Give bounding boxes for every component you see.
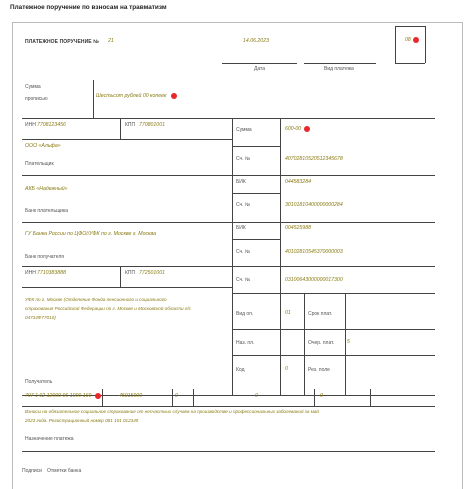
date-label: Дата xyxy=(254,66,266,72)
amount-words: Шестьсот рублей 00 копеек xyxy=(96,93,167,99)
op-type: 01 xyxy=(285,310,291,316)
payer-name: ООО «Альфа» xyxy=(25,143,61,149)
form-date: 14.06.2023 xyxy=(243,38,269,44)
recipient-bank-bik-label: БИК xyxy=(236,225,246,231)
recipient-kpp: 772501001 xyxy=(139,270,165,276)
bank-marks-label: Отметки банка xyxy=(47,468,82,474)
recipient-name-line3: 04734Ф77010) xyxy=(25,315,56,320)
recipient-name-line1: УФК по г. Москве (Отделение Фонда пенсионного и социального xyxy=(25,297,167,302)
budget-field-3: 0 xyxy=(175,393,178,399)
payer-account: 40702810520512345678 xyxy=(285,156,343,162)
payer-bank-account: 30101810400000000284 xyxy=(285,202,343,208)
form-code: 08 xyxy=(405,37,411,43)
marker-dot xyxy=(171,93,177,99)
oktmo: 45915000 xyxy=(119,393,143,399)
recipient-bank-label: Банк получателя xyxy=(25,254,64,260)
payer-kpp: 770801001 xyxy=(139,122,165,128)
payer-account-label: Сч. № xyxy=(236,156,251,162)
recipient-bank-account-label: Сч. № xyxy=(236,249,251,255)
op-type-label: Вид оп. xyxy=(236,311,254,317)
recipient-kpp-label: КПП xyxy=(125,270,136,276)
recipient-inn: 7710383888 xyxy=(37,270,66,276)
signatures-label: Подписи xyxy=(22,468,42,474)
payer-bank-account-label: Сч. № xyxy=(236,202,251,208)
amount-words-label-2: прописью xyxy=(25,96,48,102)
recipient-bank-bik: 004525988 xyxy=(285,225,311,231)
recipient-account-label: Сч. № xyxy=(236,277,251,283)
payment-type-label: Вид платежа xyxy=(324,66,354,72)
purpose-line2: 2023 года. Регистрационный номер 081 101 012345 xyxy=(25,418,139,423)
payer-inn-label: ИНН xyxy=(25,122,36,128)
code-label: Код xyxy=(236,367,245,373)
payer-bank-label: Банк плательщика xyxy=(25,208,69,214)
form-number: 21 xyxy=(108,38,114,44)
payer-inn: 7708123456 xyxy=(37,122,66,128)
payer-sum: 600-00 xyxy=(285,126,302,132)
purpose-code-label: Наз. пл. xyxy=(236,340,255,346)
priority: 5 xyxy=(347,339,350,345)
due-label: Срок плат. xyxy=(308,311,333,317)
budget-field-5: 0 xyxy=(320,393,323,399)
page-title: Платежное поручение по взносам на травматизм xyxy=(10,4,167,11)
form-title: ПЛАТЕЖНОЕ ПОРУЧЕНИЕ № xyxy=(25,39,99,45)
marker-dot xyxy=(304,126,310,132)
payer-label: Плательщик xyxy=(25,161,54,167)
priority-label: Очер. плат. xyxy=(308,340,335,346)
payer-bank-bik: 044583284 xyxy=(285,179,311,185)
recipient-bank-name: ГУ Банка России по ЦФО//УФК по г. Москве г. Москва xyxy=(25,231,156,237)
purpose-label: Назначение платежа xyxy=(25,436,74,442)
kbk: 797 1 02 12000 06 1000 160 xyxy=(25,393,92,399)
recipient-account: 03100643000000017300 xyxy=(285,277,343,283)
payer-sum-label: Сумма xyxy=(236,127,252,133)
reserve-label: Рез. поле xyxy=(308,367,330,373)
recipient-bank-account: 40102810545370000003 xyxy=(285,249,343,255)
payer-bank-name: АКБ «Надежный» xyxy=(25,186,68,192)
budget-field-4: 0 xyxy=(255,393,258,399)
marker-dot xyxy=(413,37,419,43)
payer-kpp-label: КПП xyxy=(125,122,136,128)
code-value: 0 xyxy=(285,366,288,372)
payer-bank-bik-label: БИК xyxy=(236,179,246,185)
recipient-label: Получатель xyxy=(25,379,53,385)
marker-dot xyxy=(95,393,101,399)
recipient-inn-label: ИНН xyxy=(25,270,36,276)
purpose-line1: Взносы на обязательное социальное страхование от несчастных случаев на производстве и профессиональных заболеваний за май xyxy=(25,409,319,414)
amount-words-label: Сумма xyxy=(25,84,41,90)
recipient-name-line2: страхования Российской Федерации по г. Москве и Московской области л/с xyxy=(25,306,191,311)
